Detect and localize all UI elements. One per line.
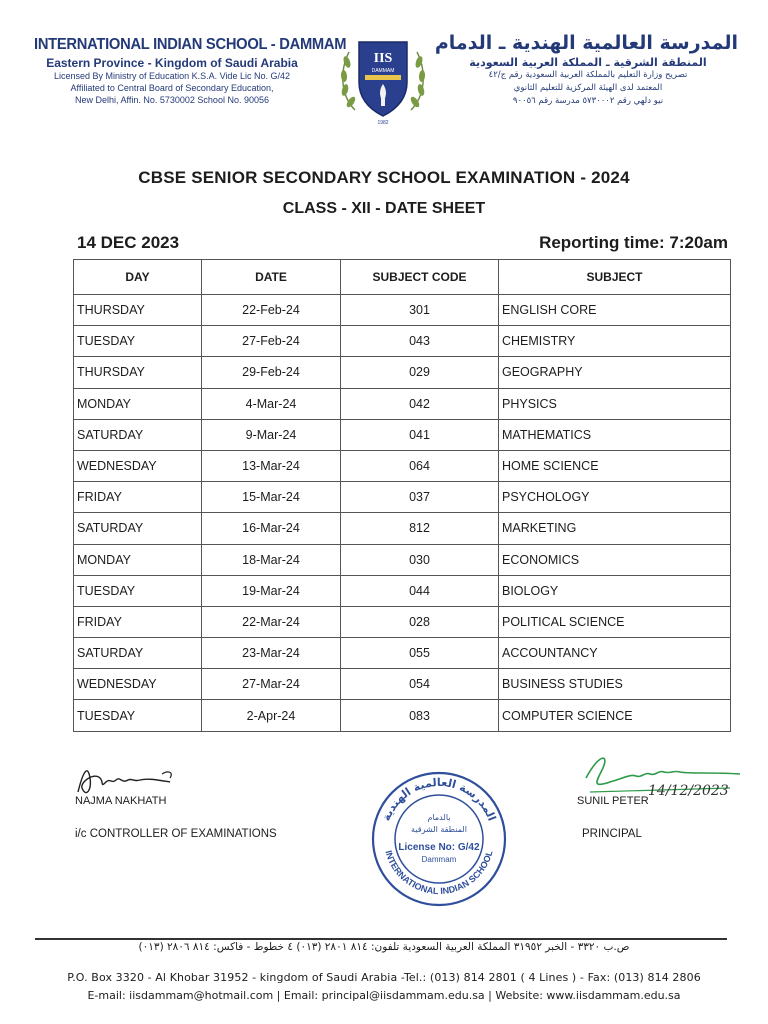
cell-day: WEDNESDAY [74, 669, 202, 700]
cell-subject-code: 041 [341, 419, 499, 450]
table-row [74, 513, 731, 544]
cell-day: THURSDAY [74, 295, 202, 326]
cell-day: MONDAY [74, 388, 202, 419]
license-en: Licensed By Ministry of Education K.S.A. Vide Lic No. G/42 [54, 71, 290, 81]
cell-date: 22-Mar-24 [202, 606, 341, 637]
controller-role: i/c CONTROLLER OF EXAMINATIONS [75, 828, 277, 840]
cell-subject: POLITICAL SCIENCE [499, 606, 731, 637]
table-row [74, 638, 731, 669]
svg-text:1982: 1982 [377, 120, 389, 126]
cell-date: 29-Feb-24 [202, 357, 341, 388]
cell-subject-code: 064 [341, 450, 499, 481]
cell-subject-code: 301 [341, 295, 499, 326]
column-header-day: DAY [74, 260, 202, 295]
cell-subject: BUSINESS STUDIES [499, 669, 731, 700]
cell-subject: HOME SCIENCE [499, 450, 731, 481]
license-ar: تصريح وزارة التعليم بالمملكة العربية السعودية رقم ج/٤٢ [488, 70, 688, 80]
cell-subject: COMPUTER SCIENCE [499, 700, 731, 731]
footer-contacts: E-mail: iisdammam@hotmail.com | Email: principal@iisdammam.edu.sa | Website: www.iisdammam.edu.sa [87, 989, 681, 1002]
cell-subject-code: 055 [341, 638, 499, 669]
table-header-row [74, 260, 731, 295]
svg-text:المنطقة الشرقية: المنطقة الشرقية [411, 825, 467, 834]
cell-subject: PSYCHOLOGY [499, 482, 731, 513]
cell-subject: ECONOMICS [499, 544, 731, 575]
letterhead-arabic [434, 32, 738, 108]
principal-handwritten-date: 14/12/2023 [648, 783, 729, 799]
cell-date: 13-Mar-24 [202, 450, 341, 481]
cell-subject-code: 029 [341, 357, 499, 388]
cell-day: TUESDAY [74, 700, 202, 731]
table-row [74, 326, 731, 357]
column-header-date: DATE [202, 260, 341, 295]
principal-role: PRINCIPAL [582, 828, 642, 840]
cell-day: FRIDAY [74, 606, 202, 637]
cell-subject-code: 812 [341, 513, 499, 544]
column-header-subject-code: SUBJECT CODE [341, 260, 499, 295]
cell-subject-code: 044 [341, 575, 499, 606]
table-row [74, 450, 731, 481]
cell-day: MONDAY [74, 544, 202, 575]
cell-subject-code: 042 [341, 388, 499, 419]
footer-address-arabic: ص.ب ٣٣٢٠ - الخبر ٣١٩٥٢ المملكة العربية السعودية تلفون: ٨١٤ ٢٨٠١ (٠١٣) ٤ خطوط - فاكس: ٨١٤ ٢٨٠٦ (٠١٣) [138, 941, 630, 953]
cell-day: THURSDAY [74, 357, 202, 388]
date-sheet-table [73, 259, 731, 732]
cell-day: TUESDAY [74, 575, 202, 606]
table-row [74, 669, 731, 700]
table-row [74, 575, 731, 606]
footer-address: P.O. Box 3320 - Al Khobar 31952 - kingdom of Saudi Arabia -Tel.: (013) 814 2801 ( 4 Lines ) - Fax: (013) 814 2806 [67, 971, 701, 984]
table-row [74, 544, 731, 575]
cell-date: 27-Mar-24 [202, 669, 341, 700]
cell-subject: BIOLOGY [499, 575, 731, 606]
table-row [74, 419, 731, 450]
table-row [74, 357, 731, 388]
cell-subject: MATHEMATICS [499, 419, 731, 450]
svg-text:License No: G/42: License No: G/42 [398, 842, 480, 853]
cell-day: SATURDAY [74, 638, 202, 669]
cell-subject: MARKETING [499, 513, 731, 544]
cell-date: 22-Feb-24 [202, 295, 341, 326]
svg-text:DAMMAM: DAMMAM [371, 68, 395, 74]
crest-text: IIS [373, 51, 393, 66]
footer-divider [35, 938, 727, 940]
cell-date: 9-Mar-24 [202, 419, 341, 450]
svg-text:INTERNATIONAL INDIAN SCHOOL: INTERNATIONAL INDIAN SCHOOL [383, 849, 495, 897]
class-title: CLASS - XII - DATE SHEET [282, 200, 486, 217]
svg-text:بالدمام: بالدمام [427, 813, 451, 822]
school-seal-stamp [368, 768, 510, 910]
school-name-en: INTERNATIONAL INDIAN SCHOOL - DAMMAM [34, 36, 347, 53]
school-crest-icon [335, 32, 431, 126]
cell-day: FRIDAY [74, 482, 202, 513]
province-en: Eastern Province - Kingdom of Saudi Arabia [46, 56, 298, 70]
cell-date: 4-Mar-24 [202, 388, 341, 419]
cell-date: 27-Feb-24 [202, 326, 341, 357]
issue-date: 14 DEC 2023 [77, 233, 180, 252]
cell-subject-code: 083 [341, 700, 499, 731]
cell-date: 23-Mar-24 [202, 638, 341, 669]
principal-name: SUNIL PETER [577, 795, 649, 807]
province-ar: المنطقة الشرقية ـ المملكة العربية السعودية [469, 56, 707, 69]
affiliation-en: Affiliated to Central Board of Secondary Education, [70, 83, 274, 93]
cell-subject-code: 043 [341, 326, 499, 357]
cell-date: 2-Apr-24 [202, 700, 341, 731]
table-row [74, 388, 731, 419]
cell-subject: ACCOUNTANCY [499, 638, 731, 669]
cell-date: 19-Mar-24 [202, 575, 341, 606]
affiliation-no-ar: نيو دلهي رقم ٥٧٣٠٠٠٢ مدرسة رقم ٩٠٠٥٦ [512, 96, 664, 106]
cell-subject: GEOGRAPHY [499, 357, 731, 388]
affiliation-ar: المعتمد لدى الهيئة المركزية للتعليم الثانوي [513, 83, 663, 93]
cell-subject: CHEMISTRY [499, 326, 731, 357]
cell-day: SATURDAY [74, 419, 202, 450]
school-name-ar: المدرسة العالمية الهندية ـ الدمام [434, 32, 738, 54]
table-row [74, 482, 731, 513]
reporting-time: Reporting time: 7:20am [539, 233, 728, 252]
cell-subject-code: 054 [341, 669, 499, 700]
cell-subject-code: 030 [341, 544, 499, 575]
exam-title: CBSE SENIOR SECONDARY SCHOOL EXAMINATION - 2024 [138, 168, 630, 187]
table-row [74, 700, 731, 731]
cell-day: WEDNESDAY [74, 450, 202, 481]
cell-subject-code: 028 [341, 606, 499, 637]
table-row [74, 295, 731, 326]
cell-subject: PHYSICS [499, 388, 731, 419]
cell-day: SATURDAY [74, 513, 202, 544]
affiliation-no-en: New Delhi, Affin. No. 5730002 School No. 90056 [75, 95, 269, 105]
cell-date: 18-Mar-24 [202, 544, 341, 575]
cell-date: 15-Mar-24 [202, 482, 341, 513]
controller-name: NAJMA NAKHATH [75, 795, 167, 807]
cell-subject: ENGLISH CORE [499, 295, 731, 326]
table-row [74, 606, 731, 637]
svg-text:Dammam: Dammam [421, 855, 457, 864]
cell-day: TUESDAY [74, 326, 202, 357]
letterhead-english [22, 36, 347, 106]
cell-subject-code: 037 [341, 482, 499, 513]
cell-date: 16-Mar-24 [202, 513, 341, 544]
svg-text:المدرسة العالمية الهندية: المدرسة العالمية الهندية [379, 775, 499, 823]
column-header-subject: SUBJECT [499, 260, 731, 295]
